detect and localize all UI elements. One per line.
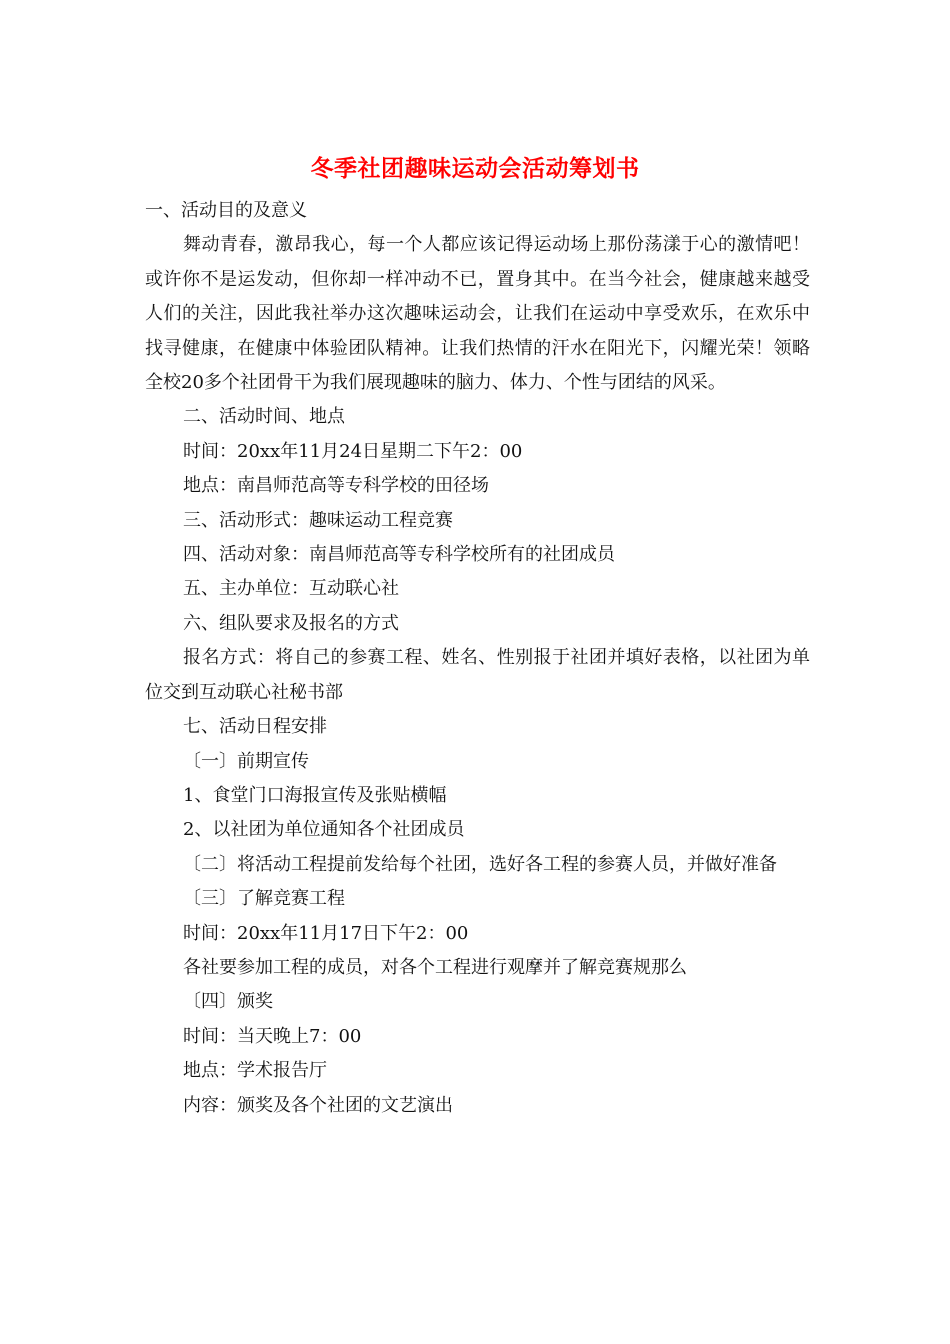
section-heading: 七、活动日程安排 [183, 716, 327, 738]
subsection-heading: 〔三〕了解竞赛工程 [183, 888, 345, 910]
detail-line: 时间：当天晚上7：00 [183, 1025, 362, 1047]
section-heading: 三、活动形式：趣味运动工程竞赛 [183, 509, 453, 531]
detail-line: 地点：学术报告厅 [183, 1060, 327, 1082]
detail-line: 时间：20xx年11月17日下午2：00 [183, 922, 469, 944]
list-item: 2、以社团为单位通知各个社团成员 [183, 819, 465, 841]
detail-line: 内容：颁奖及各个社团的文艺演出 [183, 1094, 453, 1116]
paragraph: 舞动青春，激昂我心，每一个人都应该记得运动场上那份荡漾于心的激情吧！或许你不是运发动，但你却一样冲动不已，置身其中。在当今社会，健康越来越受人们的关注，因此我社举办这次趣味运动会，让我们在运动中享受欢乐，在欢乐中找寻健康，在健康中体验团队精神。让我们热情的汗水在阳光下，闪耀光荣！领略全校20多个社团骨干为我们展现趣味的脑力、体力、个性与团结的风采。 [145, 234, 810, 394]
detail-line: 时间：20xx年11月24日星期二下午2：00 [183, 440, 523, 462]
document-body [145, 194, 810, 1123]
document-title: 冬季社团趣味运动会活动筹划书 [310, 155, 640, 182]
section-heading: 六、组队要求及报名的方式 [183, 612, 399, 634]
subsection-heading: 〔四〕颁奖 [183, 991, 273, 1013]
subsection-heading: 〔一〕前期宣传 [183, 750, 309, 772]
detail-line: 地点：南昌师范高等专科学校的田径场 [183, 475, 489, 497]
section-heading: 二、活动时间、地点 [183, 406, 345, 428]
section-heading: 一、活动目的及意义 [145, 200, 307, 221]
section-heading: 四、活动对象：南昌师范高等专科学校所有的社团成员 [183, 544, 615, 566]
paragraph: 报名方式：将自己的参赛工程、姓名、性别报于社团并填好表格，以社团为单位交到互动联心社秘书部 [145, 647, 810, 703]
section-heading: 五、主办单位：互动联心社 [183, 578, 399, 600]
detail-line: 各社要参加工程的成员，对各个工程进行观摩并了解竞赛规那么 [183, 956, 687, 978]
list-item: 1、食堂门口海报宣传及张贴横幅 [183, 784, 447, 806]
subsection-heading: 〔二〕将活动工程提前发给每个社团，选好各工程的参赛人员，并做好准备 [183, 853, 777, 875]
